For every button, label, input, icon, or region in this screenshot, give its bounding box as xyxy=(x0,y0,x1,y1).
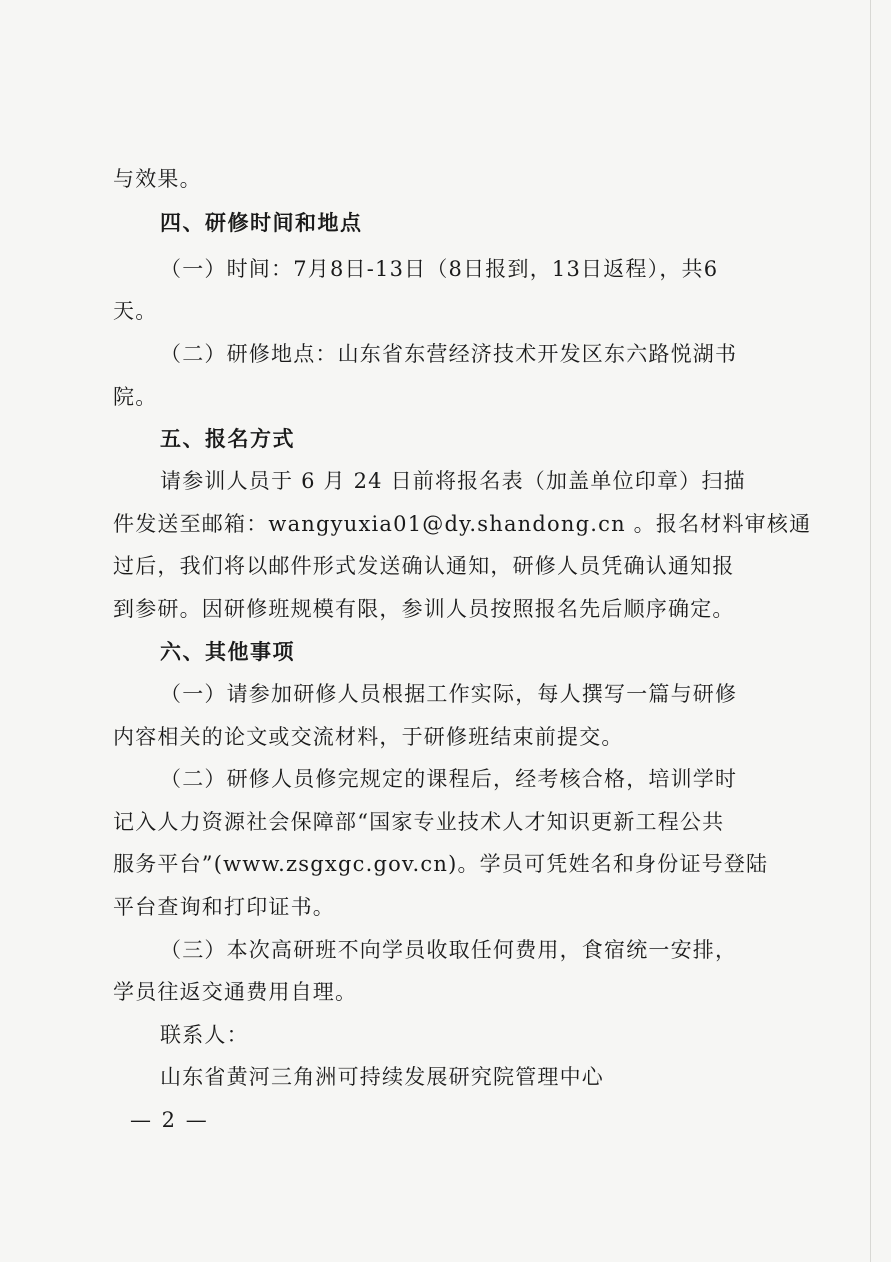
text-line-8: 请参训人员于 6 月 24 日前将报名表（加盖单位印章）扫描 xyxy=(160,469,746,493)
text-line-20: 学员往返交通费用自理。 xyxy=(113,980,358,1004)
section-heading-6: 六、其他事项 xyxy=(160,640,295,664)
page-edge xyxy=(870,0,871,1262)
text-line-17: 服务平台”(www.zsgxgc.gov.cn)。学员可凭姓名和身份证号登陆 xyxy=(113,852,769,876)
page-number: — 2 — xyxy=(130,1108,209,1132)
text-line-4: 天。 xyxy=(113,299,158,323)
text-line-6: 院。 xyxy=(113,385,158,409)
contact-label: 联系人： xyxy=(160,1023,249,1047)
text-line-18: 平台查询和打印证书。 xyxy=(113,895,335,919)
contact-organization: 山东省黄河三角洲可持续发展研究院管理中心 xyxy=(160,1065,604,1089)
text-line-19: （三）本次高研班不向学员收取任何费用，食宿统一安排， xyxy=(160,938,738,962)
section-heading-5: 五、报名方式 xyxy=(160,427,295,451)
text-line-10: 过后，我们将以邮件形式发送确认通知，研修人员凭确认通知报 xyxy=(113,554,735,578)
text-line-9: 件发送至邮箱：wangyuxia01@dy.shandong.cn 。报名材料审核通 xyxy=(113,512,812,536)
text-line-11: 到参研。因研修班规模有限，参训人员按照报名先后顺序确定。 xyxy=(113,597,735,621)
section-heading-4: 四、研修时间和地点 xyxy=(160,211,363,235)
text-line-5: （二）研修地点：山东省东营经济技术开发区东六路悦湖书 xyxy=(160,342,738,366)
text-line-13: （一）请参加研修人员根据工作实际，每人撰写一篇与研修 xyxy=(160,682,738,706)
text-line-3: （一）时间：7月8日-13日（8日报到，13日返程），共6 xyxy=(160,257,719,281)
text-line-16: 记入人力资源社会保障部“国家专业技术人才知识更新工程公共 xyxy=(113,810,725,834)
text-line-15: （二）研修人员修完规定的课程后，经考核合格，培训学时 xyxy=(160,767,738,791)
text-line-14: 内容相关的论文或交流材料，于研修班结束前提交。 xyxy=(113,725,624,749)
text-line-1: 与效果。 xyxy=(113,167,202,191)
